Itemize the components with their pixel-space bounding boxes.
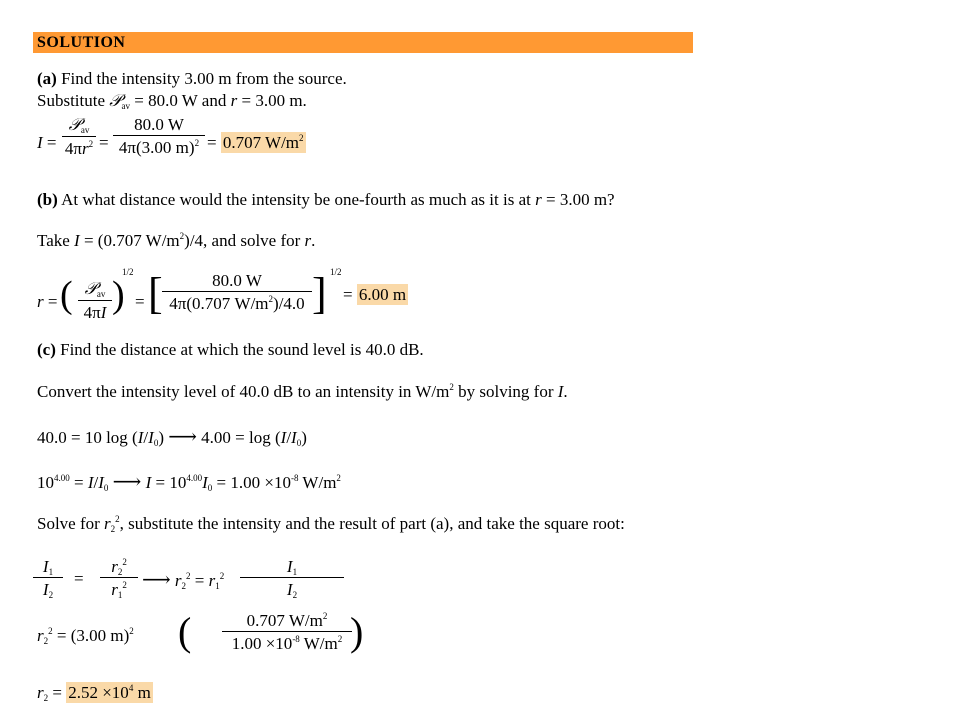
left-bracket: [: [148, 269, 163, 318]
equals-sign: =: [135, 292, 145, 311]
arrow-equation: ⟶ $r_2^2 = r_1^2$: [142, 569, 225, 591]
part-a-intensity-symbol: I =: [37, 133, 57, 152]
part-a-result: = 0.707 $W/m^2$: [207, 133, 304, 152]
equals-sign: =: [99, 133, 109, 152]
part-a-fraction-numeric: 80.0 W 4π(3.00 m)$^2$: [113, 116, 205, 156]
exponent: 1/2: [330, 267, 342, 277]
equals-sign: =: [74, 569, 84, 588]
right-paren: ): [350, 609, 364, 654]
part-b-question: (b) At what distance would the intensity be one-fourth as much as it is at r = 3.00 m?: [37, 190, 615, 209]
part-b-take: Take I = (0.707 $W/m^2)/4$, and solve for r.: [37, 231, 316, 250]
right-bracket: ]: [312, 269, 327, 318]
part-c-solve: Solve for $r_2^2$, substitute the intensity and the result of part (a), and take the square root:: [37, 514, 625, 534]
part-b-result: = 6.00 m: [343, 285, 407, 304]
left-paren: (: [178, 609, 192, 654]
radius-ratio: $r_2^2$ $r_1^2$: [100, 558, 138, 598]
part-a-substitute: Substitute 𝒫$_{av}$ = 80.0 W and r = 3.00 m.: [37, 91, 307, 111]
final-result: $r_2 = 2.52 \times 10^4$ m: [37, 683, 151, 703]
part-c-log-equation: 40.0 = 10 $\log (I/I_0)$ ⟶ $4.00 = \log (I/I_0)$: [37, 426, 307, 448]
part-a-question: (a) Find the intensity 3.00 m from the source.: [37, 69, 347, 88]
part-c-convert: Convert the intensity level of 40.0 dB to an intensity in $W/m^2$ by solving for I.: [37, 382, 568, 401]
solution-title: SOLUTION: [37, 34, 126, 51]
part-c-power-equation: $10^{4.00} = I/I_0$ ⟶ $I = 10^{4.00}I_0 = 1.00 \times 10^{-8}$ $W/m^2$: [37, 471, 341, 493]
right-paren: ): [112, 274, 125, 316]
part-b-fraction-numeric: 80.0 W 4π(0.707 $W/m^2)/4.0$: [162, 272, 312, 312]
intensity-ratio: $I_1$ $I_2$: [33, 558, 63, 598]
part-a-fraction-symbolic: 𝒫$_{av}$ $4\pi r^2$: [62, 116, 96, 157]
solution-banner: [33, 32, 693, 53]
part-c-question: (c) Find the distance at which the sound level is 40.0 dB.: [37, 340, 424, 359]
left-paren: (: [60, 274, 73, 316]
r2-equation: $r_2^2 = (3.00$ m)$^2$: [37, 626, 134, 646]
exponent: 1/2: [122, 267, 134, 277]
part-b-fraction-symbolic: 𝒫$_{av}$ 4πI: [78, 280, 112, 321]
intensity-ratio-2: $I_1$ $I_2$: [240, 558, 344, 598]
intensity-ratio-numeric: 0.707 $W/m^2$ $1.00 \times 10^{-8}$ $W/m^2$: [222, 612, 352, 652]
part-b-r-symbol: r =: [37, 292, 58, 311]
